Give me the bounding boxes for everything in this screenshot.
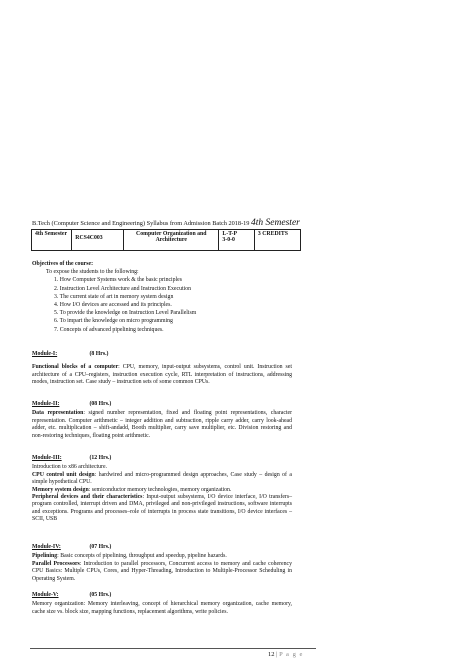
module-5 — [32, 592, 292, 616]
module-4 — [32, 544, 292, 583]
module-header — [32, 455, 292, 462]
topic-text: : CPU, memory, input-output subsystems, control unit. Instruction set architecture of a CPU–registers, instruction execution cycle, RTL interpretation of instructions, addressing modes, instruction set. Case study – instruction sets of some common CPUs. — [32, 364, 292, 386]
module-paragraph — [32, 472, 292, 487]
semester-cell: 4th Semester — [32, 230, 72, 251]
course-title-cell — [124, 230, 219, 251]
topic-text: : Introduction to parallel processors, Concurrent access to memory and cache coherency CPU Basics: Multiple CPUs, Cores, and Hyper-Threading, Introduction to Multiple-Processor Scheduling in Operating System. — [32, 560, 292, 582]
footer-divider — [30, 648, 316, 649]
course-title-line2: Architecture — [155, 237, 187, 243]
topic-heading: CPU control unit design — [32, 471, 95, 478]
objective-item: 6. To impart the knowledge on micro programming — [54, 318, 173, 325]
course-code-cell: RCS4C003 — [72, 230, 124, 251]
topic-heading: Data representation — [32, 410, 84, 417]
module-paragraph — [32, 561, 292, 583]
ltp-value: 3-0-0 — [222, 237, 235, 243]
module-hours: (05 Hrs.) — [89, 592, 112, 598]
course-objectives — [32, 260, 332, 334]
ltp-cell — [219, 230, 254, 251]
module-hours: (07 Hrs.) — [89, 544, 112, 550]
module-paragraph — [32, 487, 292, 494]
topic-heading: Pipelining — [32, 553, 58, 560]
objective-item: 2. Instruction Level Architecture and Instruction Execution — [54, 285, 191, 292]
topic-text: : hardwired and micro-programmed design approaches, Case study – design of a simple hypothetical CPU. — [32, 471, 293, 486]
topic-heading: Peripheral devices and their characteristics — [32, 494, 143, 501]
module-3 — [32, 455, 292, 524]
objective-item: 7. Concepts of advanced pipelining techniques. — [54, 326, 164, 333]
module-paragraph — [32, 364, 292, 386]
topic-text: : Basic concepts of pipelining, throughput and speedup, pipeline hazards. — [57, 553, 227, 560]
module-name: Module-IV: — [32, 544, 61, 550]
module-1 — [32, 351, 292, 387]
module-header — [32, 592, 292, 599]
module-paragraph — [32, 553, 292, 560]
page-separator: | — [276, 651, 278, 658]
topic-text: : signed number representation, fixed and floating point representations, character representation. Computer arithmetic – integer addition and subtraction, ripple carry adder, carry look-ahead adder, etc. multiplication – shift-andadd, Booth multiplier, carry save multiplier, etc. Division restoring and non-restoring techniques, floating point arithmetic. — [32, 410, 293, 439]
course-title-line1: Computer Organization and — [136, 231, 207, 237]
module-paragraph — [32, 494, 292, 524]
module-header — [32, 351, 292, 358]
program-title: B.Tech (Computer Science and Engineering) Syllabus from Admission Batch 2018-19 — [32, 220, 250, 227]
objective-item: 1. How Computer Systems work & the basic principles — [54, 277, 182, 284]
objectives-title: Objectives of the course: — [32, 261, 94, 267]
objectives-intro: To expose the students to the following: — [46, 269, 139, 276]
topic-text: Memory organization: Memory interleaving, concept of hierarchical memory organization, cache memory, cache size vs. block size, mapping functions, replacement algorithms, write policies. — [32, 601, 292, 615]
module-name: Module-V: — [32, 592, 59, 598]
objective-item: 4. How I/O devices are accessed and its principles. — [54, 302, 172, 309]
objectives-list — [32, 276, 332, 333]
module-name: Module-I: — [32, 351, 58, 357]
topic-heading: Parallel Processors — [32, 560, 80, 567]
topic-heading: Memory system design — [32, 486, 89, 493]
module-hours: (12 Hrs.) — [89, 455, 112, 461]
objective-item: 5. To provide the knowledge on Instruction Level Parallelism — [54, 310, 197, 317]
module-hours: (08 Hrs.) — [89, 401, 112, 407]
module-paragraph — [32, 410, 292, 440]
topic-text: : semiconductor memory technologies, memory organization. — [88, 486, 232, 493]
module-paragraph — [32, 464, 292, 471]
course-info-table — [31, 229, 301, 251]
credits-cell: 3 CREDITS — [254, 230, 300, 251]
course-info-row — [32, 230, 301, 251]
module-header — [32, 544, 292, 551]
module-2 — [32, 401, 292, 440]
module-paragraph — [32, 601, 292, 616]
module-hours: (8 Hrs.) — [89, 351, 109, 357]
objective-item: 3. The current state of art in memory system design — [54, 293, 174, 300]
module-header — [32, 401, 292, 408]
topic-text: : Input-output subsystems, I/O device interface, I/O transfers–program controlled, interrupt driven and DMA, privileged and non-privileged instructions, software interrupts and exceptions. Programs and processes–role of interrupts in process state transitions, I/O device interfaces – SCII, USB — [32, 494, 293, 523]
page-number — [268, 651, 303, 658]
ltp-label: L-T-P — [222, 231, 237, 237]
syllabus-header — [32, 218, 300, 228]
module-name: Module-III: — [32, 455, 62, 461]
module-name: Module-II: — [32, 401, 60, 407]
page-number-value: 12 — [268, 651, 275, 658]
topic-heading: Functional blocks of a computer — [32, 364, 119, 371]
topic-text: Introduction to x86 architecture. — [32, 464, 108, 471]
page-label: P a g e — [279, 651, 304, 658]
semester-tag: 4th Semester — [251, 218, 300, 228]
